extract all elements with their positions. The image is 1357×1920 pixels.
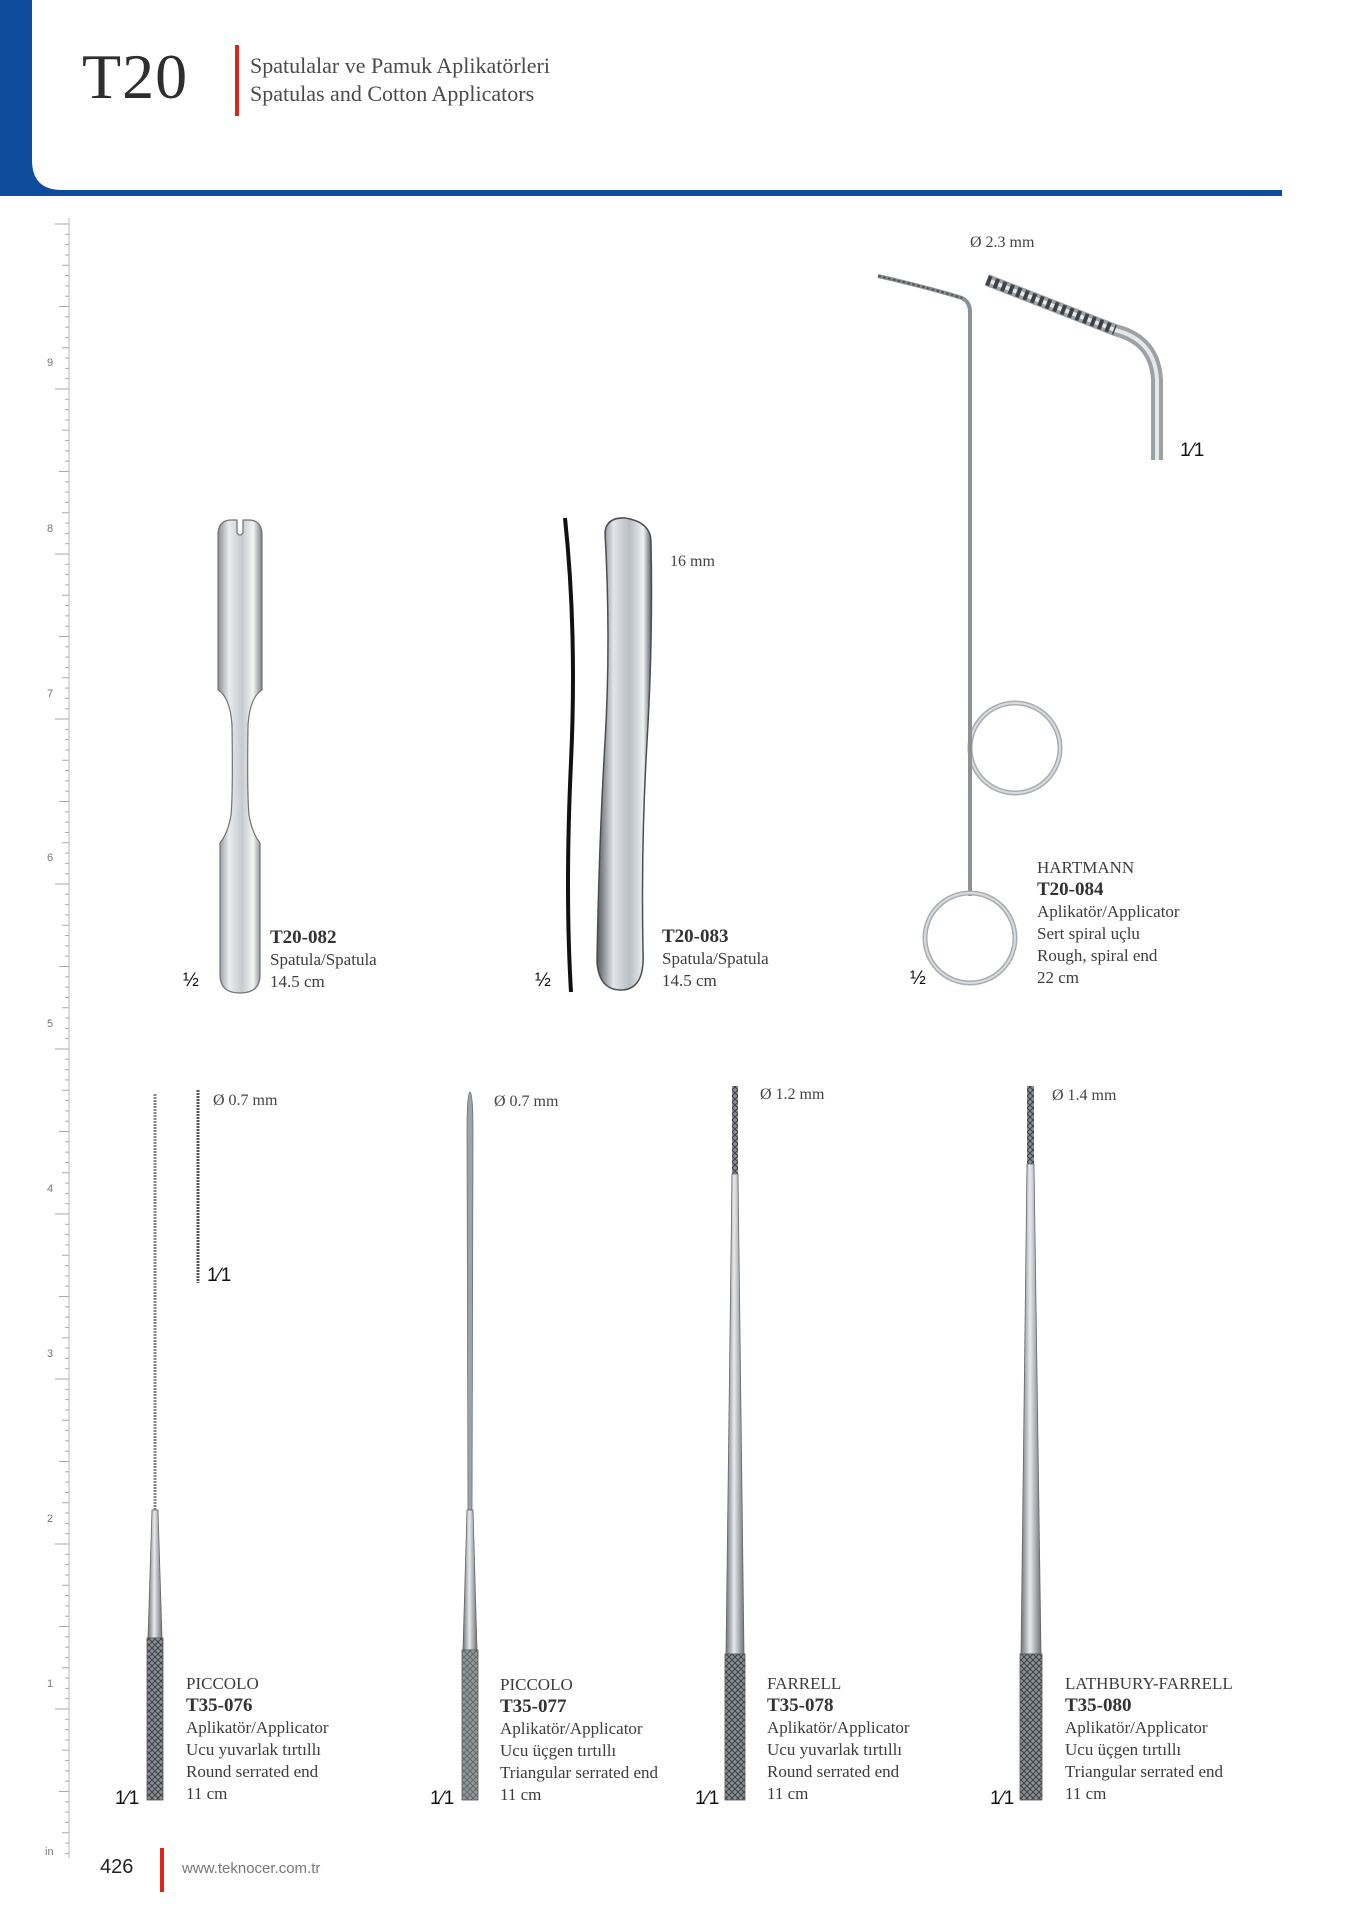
title-divider — [235, 45, 239, 116]
tip-detail-illustration — [190, 1088, 210, 1288]
footer-divider — [160, 1848, 164, 1892]
diameter-dimension: Ø 1.4 mm — [1052, 1087, 1117, 1104]
product-end-en: Round serrated end — [186, 1762, 319, 1781]
product-description: Aplikatör/Applicator — [500, 1719, 643, 1738]
product-code: T35-076 — [186, 1695, 253, 1716]
farrell-applicator-t35-078-illustration — [720, 1084, 760, 1810]
product-end-tr: Ucu üçgen tırtıllı — [1065, 1740, 1182, 1759]
product-code: T35-078 — [767, 1695, 834, 1716]
product-label-t20-083 — [662, 926, 769, 992]
ruler-number: 3 — [47, 1348, 54, 1360]
ruler-number: 2 — [47, 1513, 54, 1525]
product-code: T20-084 — [1037, 879, 1104, 900]
product-size: 14.5 cm — [270, 972, 325, 991]
product-label-t35-080 — [1065, 1673, 1233, 1805]
ruler-unit: in — [45, 1846, 54, 1858]
product-code: T35-077 — [500, 1696, 567, 1717]
diameter-dimension: Ø 0.7 mm — [213, 1092, 278, 1109]
product-description: Aplikatör/Applicator — [767, 1718, 910, 1737]
scale-label: ½ — [535, 970, 551, 991]
header-band — [0, 0, 1282, 196]
section-title-english: Spatulas and Cotton Applicators — [250, 81, 535, 106]
product-description: Aplikatör/Applicator — [186, 1718, 329, 1737]
product-end-tr: Ucu yuvarlak tırtıllı — [767, 1740, 903, 1759]
ruler-number: 9 — [47, 357, 54, 369]
product-description: Aplikatör/Applicator — [1065, 1718, 1208, 1737]
scale-label: ½ — [910, 968, 926, 989]
product-maker: HARTMANN — [1037, 858, 1135, 877]
product-size: 11 cm — [767, 1784, 809, 1803]
product-code: T20-082 — [270, 927, 337, 948]
product-description: Aplikatör/Applicator — [1037, 902, 1180, 921]
product-code: T35-080 — [1065, 1695, 1132, 1716]
product-end-tr: Ucu üçgen tırtıllı — [500, 1741, 617, 1760]
section-code: T20 — [82, 41, 189, 112]
piccolo-applicator-t35-076-illustration — [140, 1090, 180, 1810]
spatula-t20-082-illustration — [200, 515, 280, 1005]
diameter-dimension: Ø 2.3 mm — [970, 234, 1035, 251]
product-end-en: Rough, spiral end — [1037, 946, 1158, 965]
product-size: 11 cm — [1065, 1784, 1107, 1803]
product-end-en: Triangular serrated end — [1065, 1762, 1223, 1781]
scale-label: 1⁄1 — [430, 1788, 455, 1809]
ruler-number: 8 — [47, 523, 54, 535]
product-maker: PICCOLO — [186, 1674, 259, 1693]
scale-label: 1⁄1 — [115, 1788, 140, 1809]
diameter-dimension: Ø 1.2 mm — [760, 1086, 825, 1103]
diameter-dimension: Ø 0.7 mm — [494, 1093, 559, 1110]
product-size: 22 cm — [1037, 968, 1080, 987]
ruler-number: 1 — [47, 1678, 54, 1690]
product-label-t35-076 — [186, 1673, 329, 1805]
page-number: 426 — [100, 1856, 134, 1878]
product-end-en: Triangular serrated end — [500, 1763, 658, 1782]
width-dimension: 16 mm — [670, 553, 715, 570]
scale-label: 1⁄1 — [695, 1788, 720, 1809]
inch-ruler — [40, 218, 80, 1858]
lathbury-farrell-applicator-t35-080-illustration — [1015, 1084, 1055, 1810]
product-size: 14.5 cm — [662, 971, 717, 990]
product-label-t20-084 — [1037, 857, 1180, 989]
spiral-tip-detail-illustration — [975, 270, 1175, 470]
section-title-turkish: Spatulalar ve Pamuk Aplikatörleri — [250, 53, 550, 78]
piccolo-applicator-t35-077-illustration — [455, 1090, 495, 1810]
product-end-tr: Ucu yuvarlak tırtıllı — [186, 1740, 322, 1759]
product-size: 11 cm — [500, 1785, 542, 1804]
scale-label: 1⁄1 — [990, 1788, 1015, 1809]
spatula-t20-083-illustration — [555, 512, 665, 1002]
product-code: T20-083 — [662, 926, 729, 947]
product-description: Spatula/Spatula — [270, 950, 377, 969]
product-label-t35-078 — [767, 1673, 910, 1805]
product-maker: LATHBURY-FARRELL — [1065, 1674, 1233, 1693]
detail-scale-label: 1⁄1 — [207, 1265, 232, 1286]
product-description: Spatula/Spatula — [662, 949, 769, 968]
product-end-tr: Sert spiral uçlu — [1037, 924, 1140, 943]
product-maker: FARRELL — [767, 1674, 842, 1693]
product-label-t20-082 — [270, 927, 377, 993]
product-label-t35-077 — [500, 1674, 658, 1806]
product-maker: PICCOLO — [500, 1675, 573, 1694]
ruler-number: 4 — [47, 1183, 54, 1195]
product-end-en: Round serrated end — [767, 1762, 900, 1781]
scale-label: ½ — [183, 970, 199, 991]
ruler-number: 6 — [47, 852, 54, 864]
website-link[interactable]: www.teknocer.com.tr — [182, 1860, 321, 1877]
ruler-number: 5 — [47, 1018, 54, 1030]
ruler-number: 7 — [47, 688, 54, 700]
product-size: 11 cm — [186, 1784, 228, 1803]
detail-scale-label: 1⁄1 — [1180, 440, 1205, 461]
